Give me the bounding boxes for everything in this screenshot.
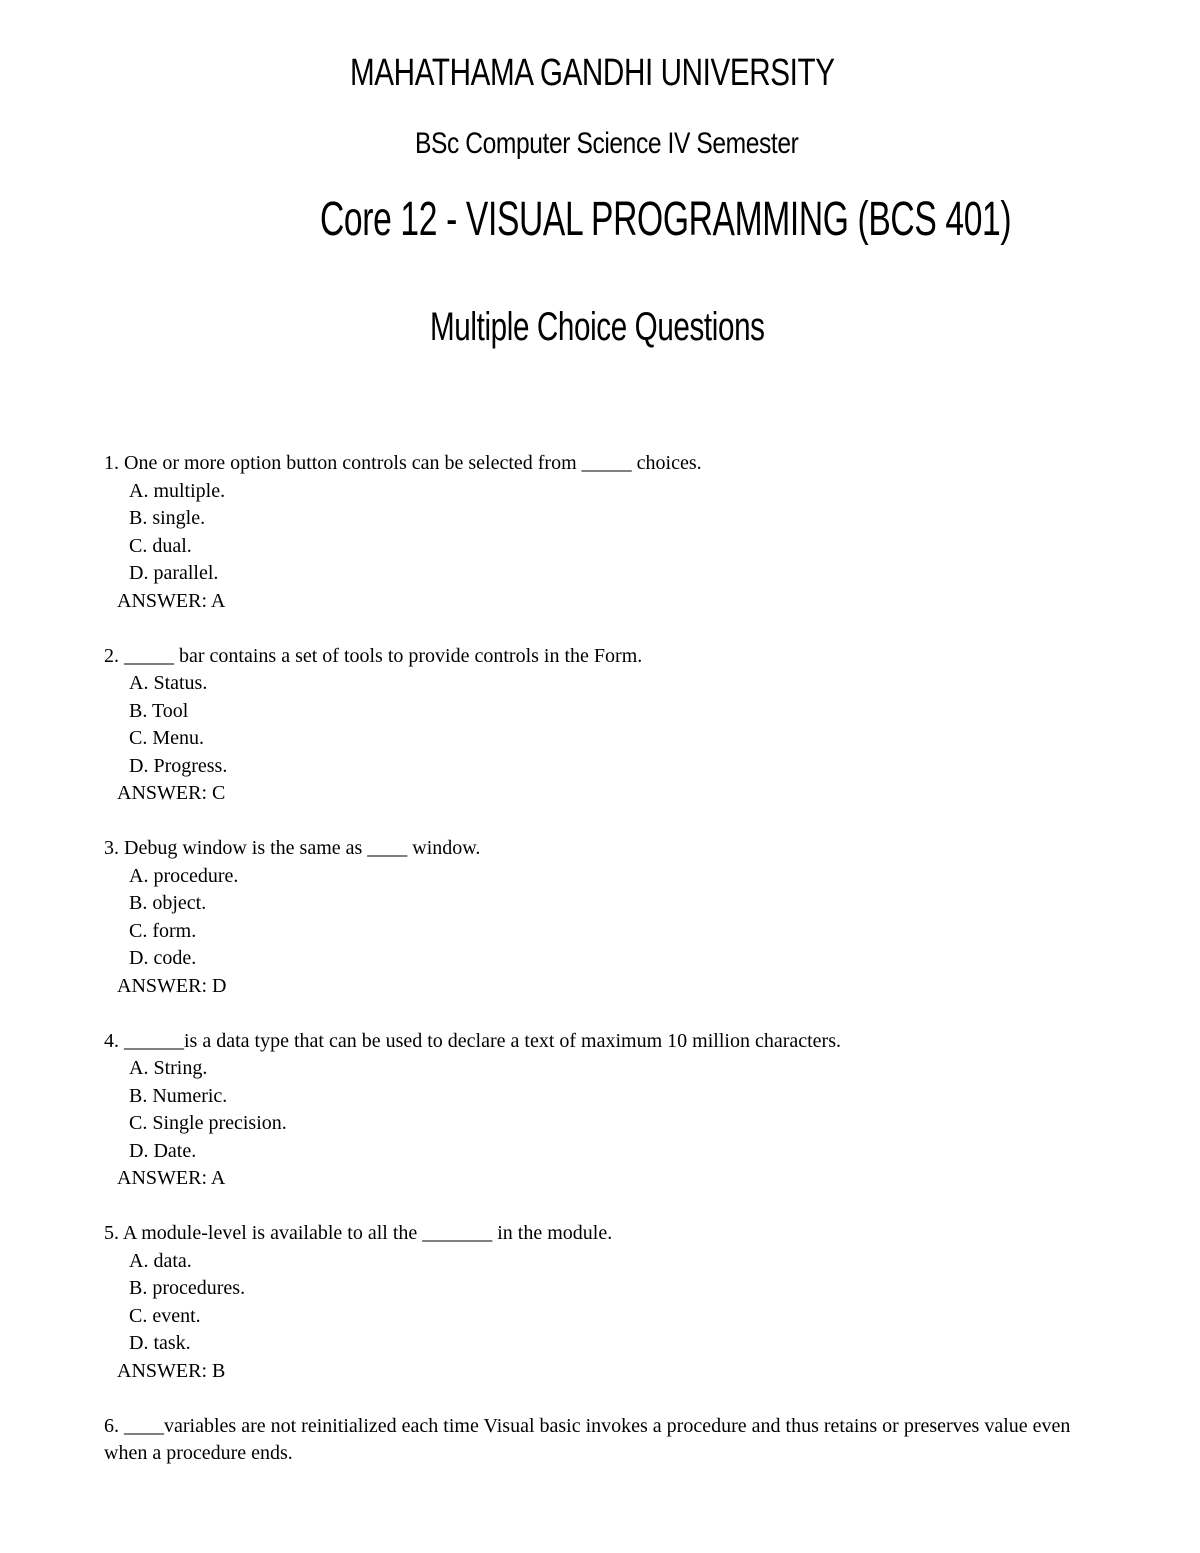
course-title: Core 12 - VISUAL PROGRAMMING (BCS 401) <box>320 193 1012 246</box>
question-list <box>104 450 1104 1495</box>
option-b: B. procedures. <box>129 1277 246 1299</box>
section-title: Multiple Choice Questions <box>430 305 765 349</box>
option-b: B. Tool <box>129 699 189 722</box>
option-c: C. event. <box>129 1304 201 1327</box>
option-a: A. Status. <box>129 672 208 694</box>
question-3 <box>104 835 1104 1000</box>
option-d: D. task. <box>129 1332 191 1354</box>
option-d: D. code. <box>129 947 197 969</box>
university-title: MAHATHAMA GANDHI UNIVERSITY <box>350 52 835 94</box>
option-d: D. Date. <box>129 1139 197 1162</box>
option-b: B. Numeric. <box>129 1084 228 1107</box>
answer: ANSWER: D <box>117 974 227 997</box>
option-a: A. String. <box>129 1057 208 1079</box>
question-text: 5. A module-level is available to all the _______ in the module. <box>104 1222 613 1244</box>
semester-subtitle: BSc Computer Science IV Semester <box>415 127 799 160</box>
option-c: C. Menu. <box>129 727 204 749</box>
option-b: B. object. <box>129 892 207 914</box>
question-text: 2. _____ bar contains a set of tools to provide controls in the Form. <box>104 644 643 667</box>
option-a: A. data. <box>129 1249 192 1272</box>
answer: ANSWER: C <box>117 782 226 804</box>
option-a: A. procedure. <box>129 864 239 887</box>
option-c: C. dual. <box>129 534 192 557</box>
question-5 <box>104 1220 1104 1385</box>
question-text: 6. ____variables are not reinitialized each time Visual basic invokes a procedure and thus retains or preserves value even when a procedure ends. <box>104 1414 1076 1464</box>
option-c: C. form. <box>129 919 197 942</box>
question-4 <box>104 1028 1104 1193</box>
option-c: C. Single precision. <box>129 1112 287 1134</box>
question-text: 3. Debug window is the same as ____ window. <box>104 837 481 859</box>
question-6 <box>104 1413 1104 1468</box>
question-2 <box>104 643 1104 808</box>
option-a: A. multiple. <box>129 479 226 502</box>
question-1 <box>104 450 1104 615</box>
question-text: 1. One or more option button controls can be selected from _____ choices. <box>104 452 702 474</box>
option-b: B. single. <box>129 507 206 529</box>
answer: ANSWER: A <box>117 589 226 612</box>
answer: ANSWER: A <box>117 1167 226 1189</box>
answer: ANSWER: B <box>117 1359 226 1382</box>
question-text: 4. ______is a data type that can be used to declare a text of maximum 10 million characters. <box>104 1029 841 1052</box>
option-d: D. Progress. <box>129 754 228 777</box>
option-d: D. parallel. <box>129 562 219 584</box>
